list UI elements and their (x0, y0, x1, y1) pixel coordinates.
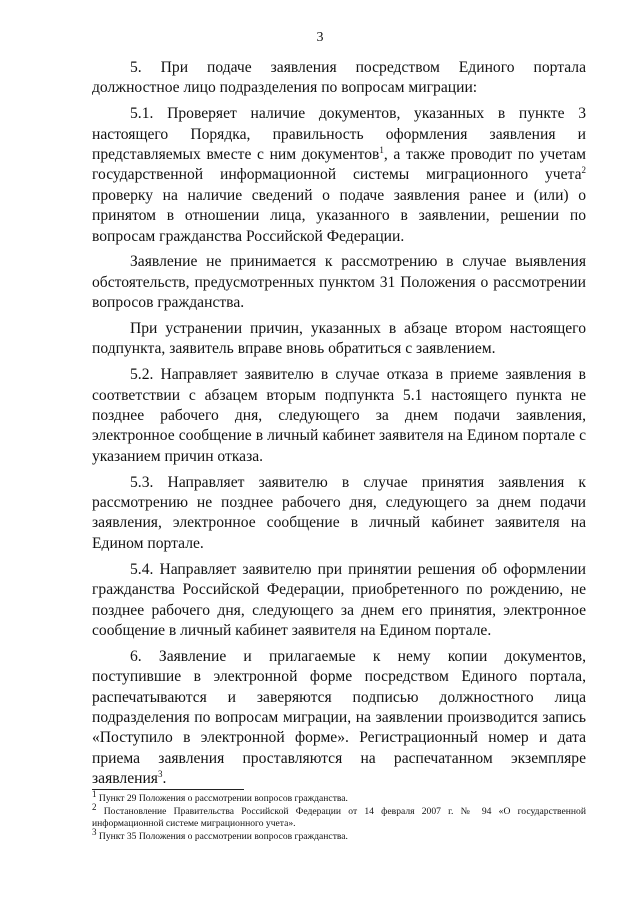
footnote-2 (92, 801, 586, 831)
paragraph-text: 5. При подаче заявления посредством Единого портала должностное лицо подразделения по вопросам миграции: (92, 59, 586, 97)
paragraph-text: При устранении причин, указанных в абзаце втором настоящего подпункта, заявитель вправе вновь обратиться с заявлением. (92, 320, 586, 358)
paragraph-text: 6. Заявление и прилагаемые к нему копии документов, поступившие в электронной форме посредством Единого портала, распечатываются и заверяются подписью должностного лица подразделения по вопросам миграции, на заявлении производится запись «Поступило в электронной форме». Регистрационный номер и дата приема заявления проставляются на распечатанном экземпляре заявления (92, 647, 586, 788)
footnote-text: Пункт 35 Положения о рассмотрении вопросов гражданства. (96, 830, 348, 842)
paragraph-5-1-third (92, 319, 586, 360)
paragraph-5-3 (92, 473, 586, 555)
footnote-mark: 1 (92, 788, 97, 799)
paragraph-text: 5.1. Проверяет наличие документов, указанных в пункте 3 настоящего Порядка, правильность оформления заявления и представляемых вместе с ним документов (92, 105, 586, 164)
paragraph-text: 5.2. Направляет заявителю в случае отказа в приеме заявления в соответствии с абзацем вторым подпункта 5.1 настоящего пункта не позднее рабочего дня, следующего за днем подачи заявления, электронное сообщение в личный кабинет заявителя на Едином портале с указанием причин отказа. (92, 366, 586, 465)
footnote-text: Пункт 29 Положения о рассмотрении вопросов гражданства. (96, 793, 348, 804)
footnote-text: Постановление Правительства Российской Федерации от 14 февраля 2007 г. № 94 «О государственной информационной системе миграционного учета». (92, 805, 586, 830)
paragraph-text: 5.3. Направляет заявителю в случае принятия заявления к рассмотрению не позднее рабочего дня, следующего за днем подачи заявления, электронное сообщение в личный кабинет заявителя на Едином портале. (92, 473, 586, 552)
footnote-1 (92, 788, 586, 806)
paragraph-text: , а также проводит по учетам государственной информационной системы миграционного учета (92, 146, 586, 184)
paragraph-text: проверку на наличие сведений о подаче заявления ранее и (или) о принятом в отношении лица, указанного в заявлении, решении по вопросам гражданства Российской Федерации. (92, 186, 586, 245)
paragraph-5 (92, 58, 586, 99)
paragraph-text: Заявление не принимается к рассмотрению в случае выявления обстоятельств, предусмотренных пунктом 31 Положения о рассмотрении вопросов гражданства. (92, 253, 586, 312)
footnote-ref-1: 1 (379, 144, 384, 155)
footnote-separator (92, 789, 244, 790)
footnote-3 (92, 826, 586, 844)
footnote-ref-2: 2 (581, 165, 586, 176)
paragraph-5-4 (92, 560, 586, 642)
paragraph-text: . (162, 770, 167, 788)
paragraph-text: 5.4. Направляет заявителю при принятии решения об оформлении гражданства Российской Федерации, приобретенного по рождению, не позднее рабочего дня, следующего за днем его принятия, электронное сообщение в личный кабинет заявителя на Едином портале. (92, 560, 586, 639)
footnote-mark: 3 (92, 826, 97, 837)
paragraph-5-1-second (92, 252, 586, 313)
page-number: 3 (316, 30, 324, 45)
footnote-mark: 2 (92, 801, 97, 812)
footnotes (92, 788, 586, 843)
paragraph-5-1 (92, 104, 586, 247)
paragraph-6 (92, 647, 586, 790)
paragraph-5-2 (92, 365, 586, 467)
footnote-ref-3: 3 (157, 768, 163, 779)
document-body (92, 58, 586, 795)
